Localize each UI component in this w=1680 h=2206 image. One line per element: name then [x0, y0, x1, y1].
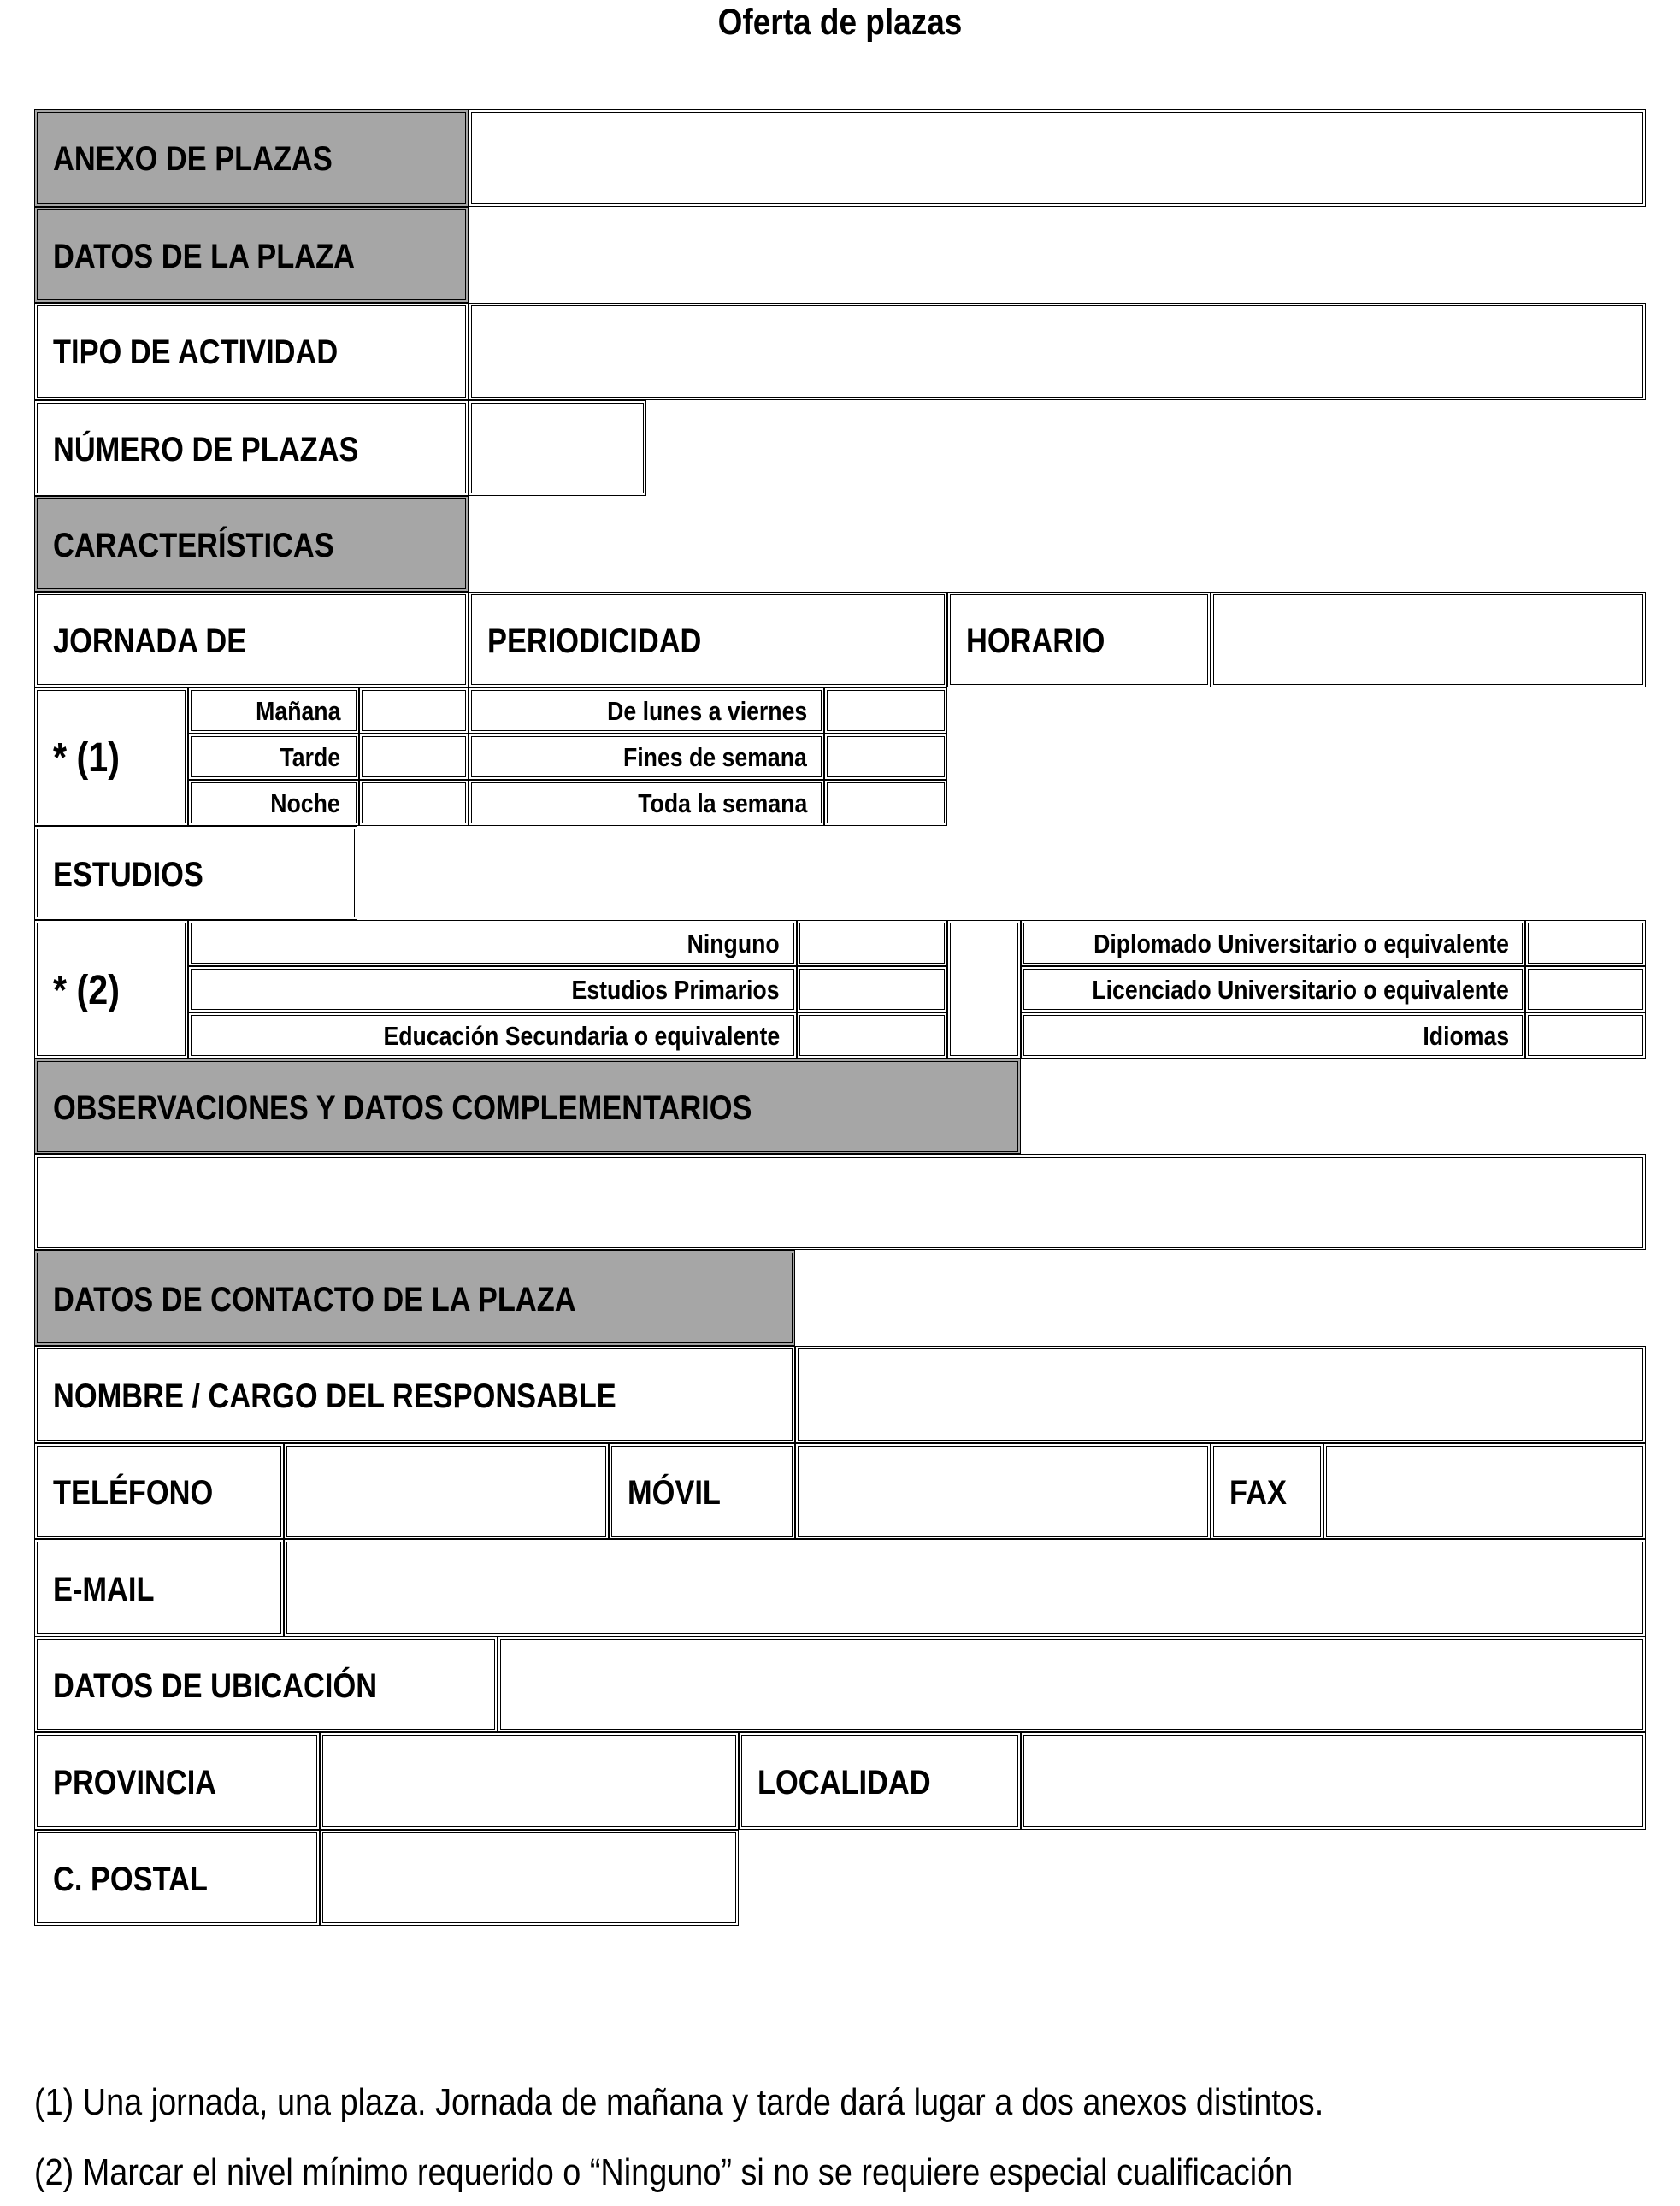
estudios-checkbox[interactable]: [1525, 1012, 1646, 1059]
ubicacion-field[interactable]: [498, 1637, 1646, 1732]
fax-field[interactable]: [1323, 1443, 1646, 1539]
jornada-checkbox[interactable]: [359, 687, 469, 734]
estudios-checkbox[interactable]: [1525, 966, 1646, 1012]
periodicidad-checkbox[interactable]: [824, 780, 947, 826]
estudios-option: Licenciado Universitario o equivalente: [1092, 975, 1509, 1005]
estudios-label: ESTUDIOS: [53, 856, 203, 894]
jornada-checkbox[interactable]: [359, 780, 469, 826]
datos-plaza-label: DATOS DE LA PLAZA: [53, 238, 355, 275]
periodicidad-option: Fines de semana: [623, 742, 807, 772]
estudios-option: Ninguno: [687, 929, 780, 958]
localidad-field[interactable]: [1021, 1732, 1646, 1830]
ubicacion-label: DATOS DE UBICACIÓN: [53, 1667, 378, 1705]
anexo-label: ANEXO DE PLAZAS: [53, 140, 333, 178]
tipo-actividad-label: TIPO DE ACTIVIDAD: [53, 333, 339, 371]
estudios-option: Estudios Primarios: [572, 975, 780, 1005]
estudios-checkbox[interactable]: [1525, 920, 1646, 966]
periodicidad-checkbox[interactable]: [824, 687, 947, 734]
marker2: * (2): [53, 968, 120, 1013]
cpostal-label: C. POSTAL: [53, 1861, 208, 1898]
responsable-label: NOMBRE / CARGO DEL RESPONSABLE: [53, 1377, 616, 1415]
email-label: E-MAIL: [53, 1571, 155, 1608]
movil-field[interactable]: [795, 1443, 1211, 1539]
cpostal-field[interactable]: [320, 1830, 739, 1926]
telefono-field[interactable]: [284, 1443, 609, 1539]
footnote-2: (2) Marcar el nivel mínimo requerido o “Ninguno” si no se requiere especial cualificación: [34, 2151, 1294, 2193]
estudios-option: Educación Secundaria o equivalente: [383, 1021, 780, 1051]
horario-field[interactable]: [1211, 592, 1646, 687]
jornada-option: Noche: [270, 788, 340, 818]
periodicidad-option: Toda la semana: [637, 788, 807, 818]
movil-label: MÓVIL: [628, 1474, 721, 1512]
email-field[interactable]: [284, 1539, 1646, 1637]
periodicidad-option: De lunes a viernes: [606, 696, 807, 726]
fax-label: FAX: [1229, 1474, 1287, 1512]
jornada-header: JORNADA DE: [53, 622, 247, 660]
horario-header: HORARIO: [966, 622, 1105, 660]
jornada-option: Mañana: [255, 696, 340, 726]
estudios-checkbox[interactable]: [797, 966, 947, 1012]
estudios-option: Diplomado Universitario o equivalente: [1093, 929, 1509, 958]
observaciones-label: OBSERVACIONES Y DATOS COMPLEMENTARIOS: [53, 1089, 752, 1127]
page-title: Oferta de plazas: [717, 2, 963, 43]
contacto-label: DATOS DE CONTACTO DE LA PLAZA: [53, 1281, 576, 1318]
tipo-actividad-field[interactable]: [469, 303, 1646, 400]
numero-plazas-label: NÚMERO DE PLAZAS: [53, 431, 359, 469]
jornada-checkbox[interactable]: [359, 734, 469, 780]
footnote-1: (1) Una jornada, una plaza. Jornada de mañana y tarde dará lugar a dos anexos distintos.: [34, 2081, 1324, 2123]
anexo-field[interactable]: [469, 109, 1646, 207]
jornada-option: Tarde: [280, 742, 340, 772]
telefono-label: TELÉFONO: [53, 1474, 214, 1512]
estudios-checkbox[interactable]: [797, 1012, 947, 1059]
numero-plazas-field[interactable]: [469, 400, 646, 496]
observaciones-field[interactable]: [34, 1154, 1646, 1250]
periodicidad-header: PERIODICIDAD: [487, 622, 702, 660]
provincia-label: PROVINCIA: [53, 1764, 217, 1802]
provincia-field[interactable]: [320, 1732, 739, 1830]
responsable-field[interactable]: [795, 1346, 1646, 1443]
estudios-spacer-cell: [947, 920, 1021, 1059]
marker1: * (1): [53, 735, 120, 781]
estudios-option: Idiomas: [1423, 1021, 1509, 1051]
localidad-label: LOCALIDAD: [757, 1764, 931, 1802]
periodicidad-checkbox[interactable]: [824, 734, 947, 780]
estudios-checkbox[interactable]: [797, 920, 947, 966]
caracteristicas-label: CARACTERÍSTICAS: [53, 527, 334, 564]
